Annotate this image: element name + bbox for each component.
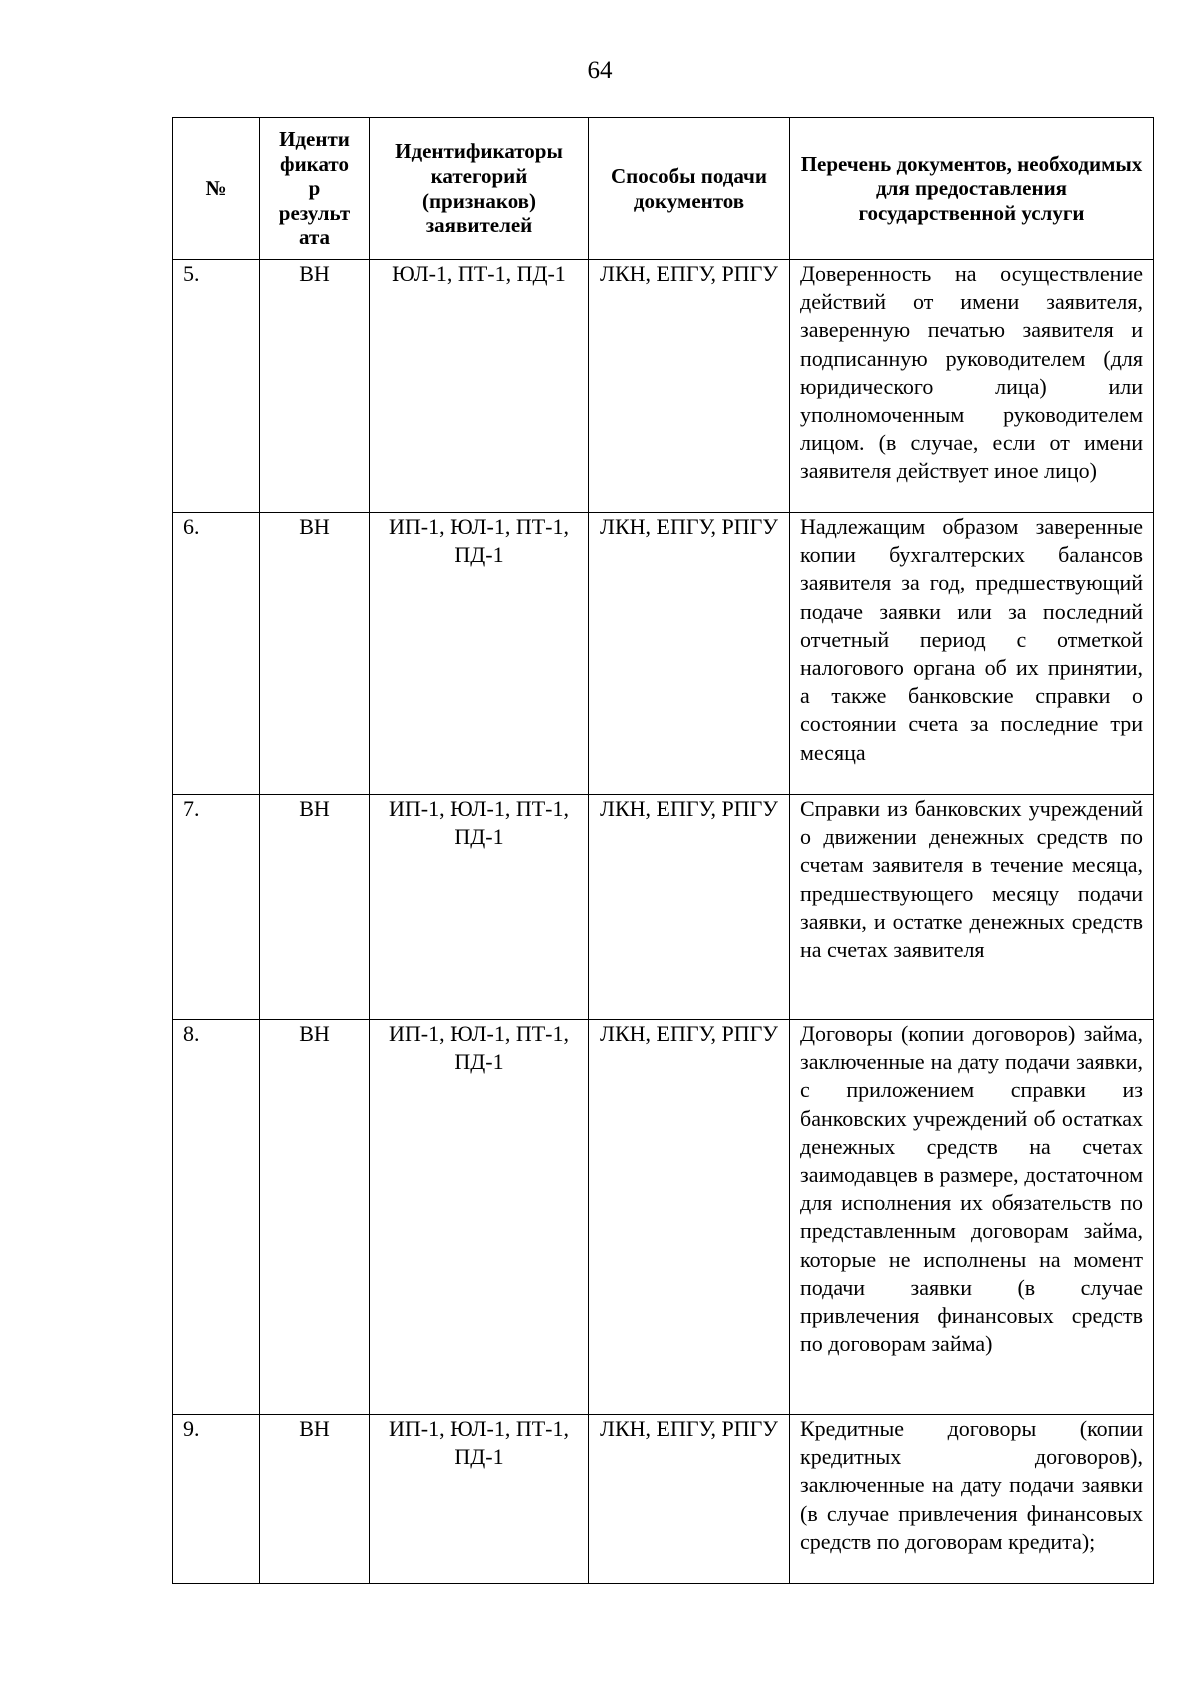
table-header-row xyxy=(173,118,1154,260)
row-documents: Кредитные договоры (копии кредитных договоров), заключенные на дату подачи заявки (в случае привлечения финансовых средств по договорам кредита); xyxy=(790,1415,1154,1584)
row-documents: Доверенность на осуществление действий от имени заявителя, заверенную печатью заявителя и подписанную руководителем (для юридического лица) или уполномоченным руководителем лицом. (в случае, если от имени заявителя действует иное лицо) xyxy=(790,260,1154,513)
table-row xyxy=(173,1020,1154,1415)
row-category-ids: ИП-1, ЮЛ-1, ПТ-1, ПД-1 xyxy=(370,1415,589,1584)
header-result-id: Иденти фикато р результ ата xyxy=(260,118,370,260)
row-category-ids: ИП-1, ЮЛ-1, ПТ-1, ПД-1 xyxy=(370,1020,589,1415)
row-result-id: ВН xyxy=(260,260,370,513)
row-documents: Надлежащим образом заверенные копии бухгалтерских балансов заявителя за год, предшествующий подаче заявки или за последний отчетный период с отметкой налогового органа об их принятии, а также банковские справки о состоянии счета за последние три месяца xyxy=(790,513,1154,795)
page-number: 64 xyxy=(587,57,613,84)
row-category-ids: ЮЛ-1, ПТ-1, ПД-1 xyxy=(370,260,589,513)
row-documents: Справки из банковских учреждений о движении денежных средств по счетам заявителя в течение месяца, предшествующего месяцу подачи заявки, и остатке денежных средств на счетах заявителя xyxy=(790,795,1154,1020)
table-row xyxy=(173,795,1154,1020)
row-submission-methods: ЛКН, ЕПГУ, РПГУ xyxy=(589,513,790,795)
row-number: 5. xyxy=(173,260,260,513)
table-row xyxy=(173,1415,1154,1584)
header-documents: Перечень документов, необходимых для предоставления государственной услуги xyxy=(790,118,1154,260)
row-submission-methods: ЛКН, ЕПГУ, РПГУ xyxy=(589,795,790,1020)
row-category-ids: ИП-1, ЮЛ-1, ПТ-1, ПД-1 xyxy=(370,513,589,795)
row-number: 8. xyxy=(173,1020,260,1415)
row-number: 9. xyxy=(173,1415,260,1584)
row-documents: Договоры (копии договоров) займа, заключенные на дату подачи заявки, с приложением справки из банковских учреждений об остатках денежных средств на счетах заимодавцев в размере, достаточном для исполнения их обязательств по представленным договорам займа, которые не исполнены на момент подачи заявки (в случае привлечения финансовых средств по договорам займа) xyxy=(790,1020,1154,1415)
header-number: № xyxy=(173,118,260,260)
documents-table xyxy=(172,117,1154,1584)
row-result-id: ВН xyxy=(260,795,370,1020)
header-submission-methods: Способы подачи документов xyxy=(589,118,790,260)
row-number: 6. xyxy=(173,513,260,795)
row-submission-methods: ЛКН, ЕПГУ, РПГУ xyxy=(589,260,790,513)
header-category-ids: Идентификаторы категорий (признаков) заявителей xyxy=(370,118,589,260)
row-result-id: ВН xyxy=(260,513,370,795)
row-category-ids: ИП-1, ЮЛ-1, ПТ-1, ПД-1 xyxy=(370,795,589,1020)
table-row xyxy=(173,260,1154,513)
row-number: 7. xyxy=(173,795,260,1020)
row-result-id: ВН xyxy=(260,1020,370,1415)
row-submission-methods: ЛКН, ЕПГУ, РПГУ xyxy=(589,1415,790,1584)
table-row xyxy=(173,513,1154,795)
row-result-id: ВН xyxy=(260,1415,370,1584)
row-submission-methods: ЛКН, ЕПГУ, РПГУ xyxy=(589,1020,790,1415)
